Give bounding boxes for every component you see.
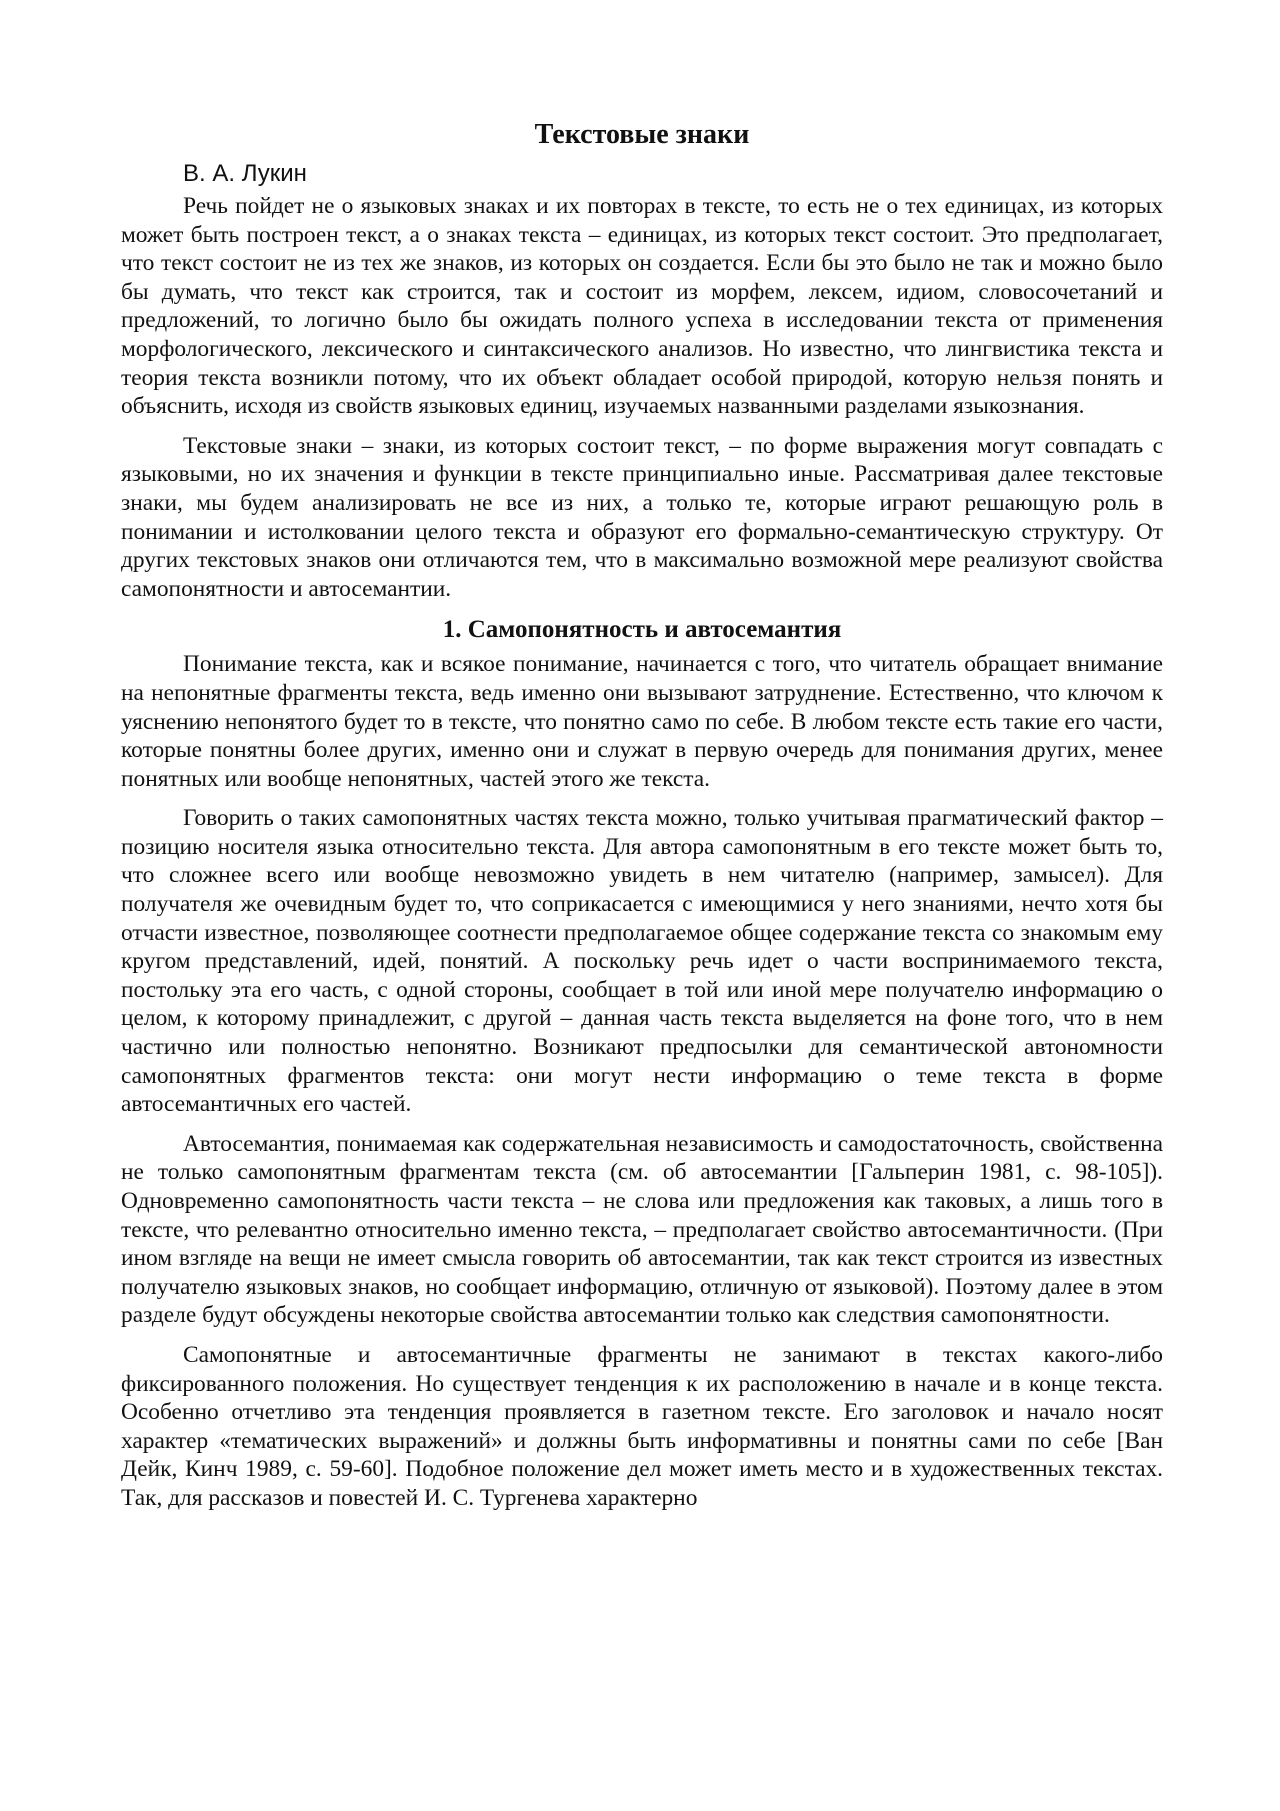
paragraph: Речь пойдет не о языковых знаках и их повторах в тексте, то есть не о тех единицах, из которых может быть построен текст, а о знаках текста – единицах, из которых текст состоит. Это предполагает, что текст состоит не из тех же знаков, из которых он создается. Если бы это было не так и можно было бы думать, что текст как строится, так и состоит из морфем, лексем, идиом, словосочетаний и предложений, то логично было бы ожидать полного успеха в исследовании текста от применения морфологического, лексического и синтаксического анализов. Но известно, что лингвистика текста и теория текста возникли потому, что их объект обладает особой природой, которую нельзя понять и объяснить, исходя из свойств языковых единиц, изучаемых названными разделами языкознания. <box>121 193 1163 420</box>
document-author: В. А. Лукин <box>183 160 307 187</box>
document-page <box>121 118 1163 1524</box>
paragraph: Понимание текста, как и всякое понимание, начинается с того, что читатель обращает внимание на непонятные фрагменты текста, ведь именно они вызывают затруднение. Естественно, что ключом к уяснению непонятого будет то в тексте, что понятно само по себе. В любом тексте есть такие его части, которые понятны более других, именно они и служат в первую очередь для понимания других, менее понятных или вообще непонятных, частей этого же текста. <box>121 651 1163 792</box>
paragraph: Текстовые знаки – знаки, из которых состоит текст, – по форме выражения могут совпадать с языковыми, но их значения и функции в тексте принципиально иные. Рассматривая далее текстовые знаки, мы будем анализировать не все из них, а только те, которые играют решающую роль в понимании и истолковании целого текста и образуют его формально-семантическую структуру. От других текстовых знаков они отличаются тем, что в максимально возможной мере реализуют свойства самопонятности и автосемантии. <box>121 432 1163 602</box>
paragraph: Самопонятные и автосемантичные фрагменты не занимают в текстах какого-либо фиксированного положения. Но существует тенденция к их расположению в начале и в конце текста. Особенно отчетливо эта тенденция проявляется в газетном тексте. Его заголовок и начало носят характер «тематических выражений» и должны быть информативны и понятны сами по себе [Ван Дейк, Кинч 1989, с. 59-60]. Подобное положение дел может иметь место и в художественных текстах. Так, для рассказов и повестей И. С. Тургенева характерно <box>121 1341 1163 1511</box>
paragraph: Автосемантия, понимаемая как содержательная независимость и самодостаточность, свойственна не только самопонятным фрагментам текста (см. об автосемантии [Гальперин 1981, с. 98-105]). Одновременно самопонятность части текста – не слова или предложения как таковых, а лишь того в тексте, что релевантно относительно именно текста, – предполагает свойство автосемантичности. (При ином взгляде на вещи не имеет смысла говорить об автосемантии, так как текст строится из известных получателю языковых знаков, но сообщает информацию, отличную от языковой). Поэтому далее в этом разделе будут обсуждены некоторые свойства автосемантии только как следствия самопонятности. <box>121 1130 1163 1329</box>
document-title: Текстовые знаки <box>534 119 750 150</box>
section-heading: 1. Самопонятность и автосемантия <box>442 616 842 644</box>
paragraph: Говорить о таких самопонятных частях текста можно, только учитывая прагматический фактор – позицию носителя языка относительно текста. Для автора самопонятным в его тексте может быть то, что сложнее всего или вообще невозможно увидеть в нем читателю (например, замысел). Для получателя же очевидным будет то, что соприкасается с имеющимися у него знаниями, нечто хотя бы отчасти известное, позволяющее соотнести предполагаемое общее содержание текста со знакомым ему кругом представлений, идей, понятий. А поскольку речь идет о части воспринимаемого текста, постольку эта его часть, с одной стороны, сообщает в той или иной мере получателю информацию о целом, к которому принадлежит, с другой – данная часть текста выделяется на фоне того, что в нем частично или полностью непонятно. Возникают предпосылки для семантической автономности самопонятных фрагментов текста: они могут нести информацию о теме текста в форме автосемантичных его частей. <box>121 805 1163 1118</box>
